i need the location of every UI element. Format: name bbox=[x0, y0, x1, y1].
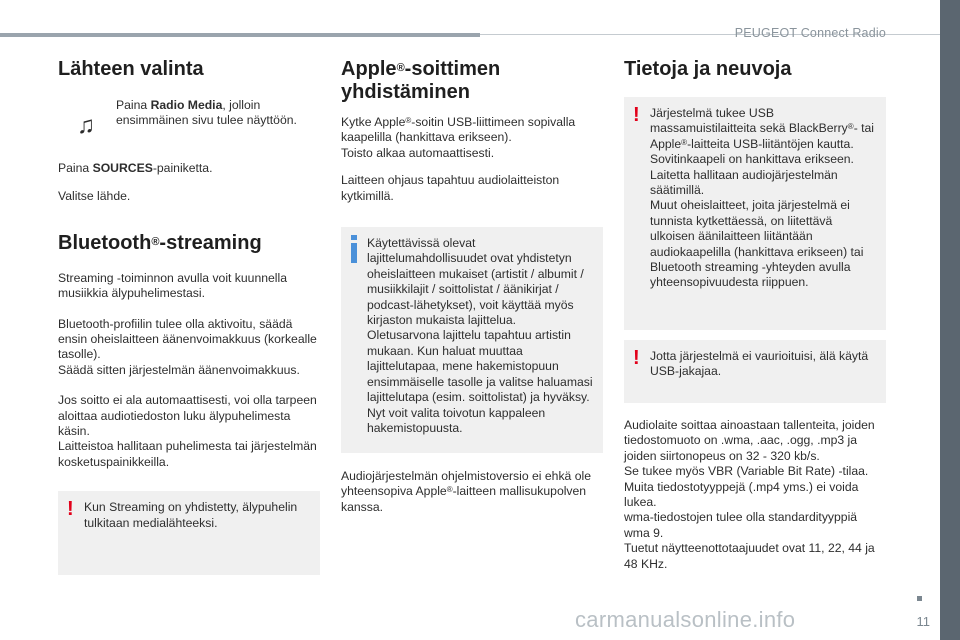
column-right bbox=[624, 50, 886, 572]
section-title-source-selection: Lähteen valinta bbox=[58, 58, 204, 80]
bluetooth-paragraph-2: Bluetooth-profiilin tulee olla aktivoitu, säädä ensin oheislaitteen äänenvoimakkuus (korkealle tasolle). Säädä sitten järjestelmän äänenvoimakkuus. bbox=[58, 316, 317, 377]
header-title: PEUGEOT Connect Radio bbox=[734, 26, 886, 40]
info-text: Käytettävissä olevat lajittelumahdollisuudet ovat yhdistetyn oheislaitteen mukaiset (artistit / albumit / musiikkilajit / soittolistat / äänikirjat / podcast-lähetykset), voit käyttää myös kirjaston mukaista lajittelua. Oletusarvona lajittelu tapahtuu artistin mukaan. Kun haluat muuttaa lajittelutapaa, mene hakemistopuun ensimmäiselle tasolle ja valitse haluamasi lajittelutapa (esim. soittolistat) ja hyväksy. Nyt voit valita toivotun kappaleen hakemistopuusta. bbox=[367, 236, 593, 435]
watermark: carmanualsonline.info bbox=[575, 607, 796, 632]
warning-box-usb bbox=[624, 97, 886, 330]
bluetooth-paragraph-3: Jos soitto ei ala automaattisesti, voi olla tarpeen aloittaa audiotiedoston luku älypuhelimesta käsin. Laitteistoa hallitaan puhelimesta tai järjestelmän kosketuspainikkeilla. bbox=[58, 393, 317, 469]
select-source-text: Valitse lähde. bbox=[58, 189, 131, 204]
side-strip bbox=[940, 0, 960, 640]
bluetooth-paragraph-1: Streaming -toiminnon avulla voit kuunnella musiikkia älypuhelimestasi. bbox=[58, 270, 287, 301]
apple-paragraph-2: Laitteen ohjaus tapahtuu audiolaitteiston kytkimillä. bbox=[341, 173, 560, 203]
section-title-apple: Apple®-soittimen yhdistäminen bbox=[341, 58, 501, 103]
radio-media-text: Paina Radio Media, jolloin ensimmäinen sivu tulee näyttöön. bbox=[116, 98, 297, 128]
apple-paragraph-1: Kytke Apple®-soitin USB-liittimeen sopivalla kaapelilla (hankittava erikseen). Toisto alkaa automaattisesti. bbox=[341, 115, 576, 160]
header-rule bbox=[0, 33, 480, 37]
warning-icon: ! bbox=[67, 498, 74, 521]
section-title-tips: Tietoja ja neuvoja bbox=[624, 58, 792, 80]
warning-text-hub: Jotta järjestelmä ei vaurioituisi, älä käytä USB-jakajaa. bbox=[650, 349, 869, 379]
file-format-paragraph: Audiolaite soittaa ainoastaan tallenteita, joiden tiedostomuoto on .wma, .aac, .ogg, .mp3 ja joiden siirtonopeus on 32 - 320 kb/s. Se tukee myös VBR (Variable Bit Rate) -tilaa. Muita tiedostotyyppejä (.mp4 yms.) ei voida lukea. wma-tiedostojen tulee olla standardityyppiä wma 9. Tuetut näytteenottotaajuudet ovat 11, 22, 44 ja 48 KHz. bbox=[624, 418, 875, 571]
apple-paragraph-3: Audiojärjestelmän ohjelmistoversio ei ehkä ole yhteensopiva Apple®-laitteen mallisukupolven kanssa. bbox=[341, 469, 591, 514]
warning-text: Kun Streaming on yhdistetty, älypuhelin tulkitaan medialähteeksi. bbox=[84, 500, 298, 530]
info-box-sorting bbox=[341, 227, 603, 453]
warning-box-streaming bbox=[58, 491, 320, 575]
warning-box-hub bbox=[624, 340, 886, 403]
sources-instruction: Paina SOURCES-painiketta. bbox=[58, 161, 213, 175]
page-continuation-marker bbox=[917, 596, 922, 601]
page-number: 11 bbox=[916, 614, 930, 629]
warning-text-usb: Järjestelmä tukee USB massamuistilaitteita sekä BlackBerry®- tai Apple®-laitteita USB-liitäntöjen kautta. Sovitinkaapeli on hankittava erikseen. Laitetta hallitaan audiojärjestelmän säätimillä. Muut oheislaitteet, joita järjestelmä ei tunnista kytkettäessä, on liitettävä ulkoisen äänilaitteen liitäntään audiokaapelilla (hankittava erikseen) tai Bluetooth streaming -yhteyden avulla yhteensopivuudesta riippuen. bbox=[650, 106, 875, 290]
column-middle bbox=[341, 50, 603, 515]
radio-media-instruction bbox=[58, 98, 320, 146]
section-title-bluetooth: Bluetooth®-streaming bbox=[58, 231, 262, 254]
warning-icon: ! bbox=[633, 347, 640, 369]
column-left bbox=[58, 50, 320, 575]
warning-icon: ! bbox=[633, 104, 640, 126]
info-icon bbox=[348, 235, 360, 265]
music-note-icon: ♫ bbox=[77, 112, 95, 140]
